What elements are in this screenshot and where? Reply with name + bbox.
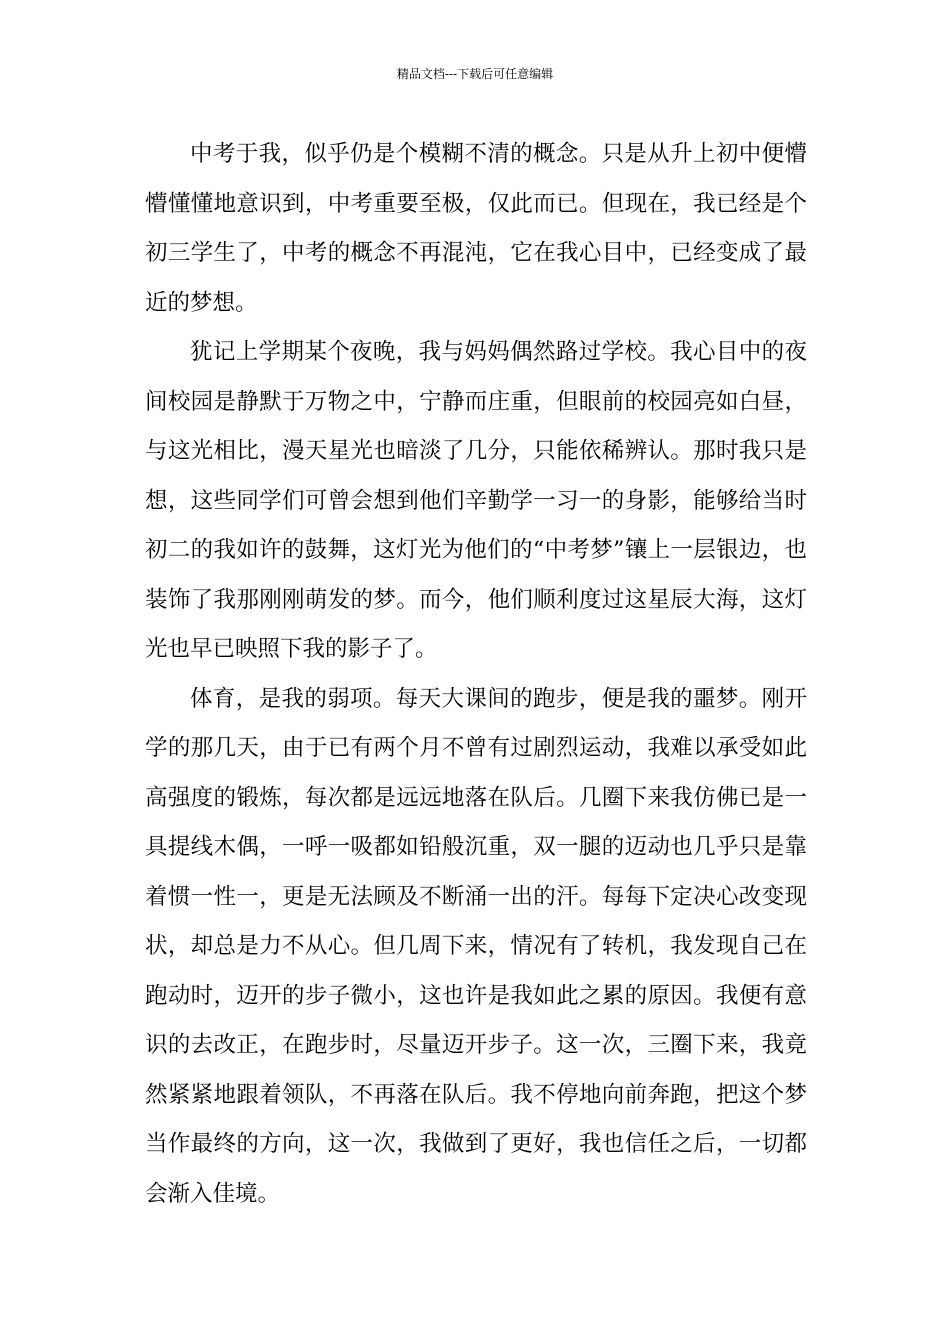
document-body: [145, 130, 807, 1219]
paragraph-2: 犹记上学期某个夜晚，我与妈妈偶然路过学校。我心目中的夜间校园是静默于万物之中，宁静而庄重，但眼前的校园亮如白昼，与这光相比，漫天星光也暗淡了几分，只能依稀辨认。那时我只是想，这些同学们可曾会想到他们辛勤学一习一的身影，能够给当时初二的我如许的鼓舞，这灯光为他们的“中考梦”镶上一层银边，也装饰了我那刚刚萌发的梦。而今，他们顺利度过这星辰大海，这灯光也早已映照下我的影子了。: [145, 339, 807, 662]
page-header: 精品文档---下载后可任意编辑: [396, 67, 554, 81]
paragraph-1: 中考于我，似乎仍是个模糊不清的概念。只是从升上初中便懵懵懂懂地意识到，中考重要至极，仅此而已。但现在，我已经是个初三学生了，中考的概念不再混沌，它在我心目中，已经变成了最近的梦想。: [145, 141, 807, 316]
paragraph-3: 体育，是我的弱项。每天大课间的跑步，便是我的噩梦。刚开学的那几天，由于已有两个月不曾有过剧烈运动，我难以承受如此高强度的锻炼，每次都是远远地落在队后。几圈下来我仿佛已是一具提线木偶，一呼一吸都如铅般沉重，双一腿的迈动也几乎只是靠着惯一性一，更是无法顾及不断涌一出的汗。每每下定决心改变现状，却总是力不从心。但几周下来，情况有了转机，我发现自己在跑动时，迈开的步子微小，这也许是我如此之累的原因。我便有意识的去改正，在跑步时，尽量迈开步子。这一次，三圈下来，我竟然紧紧地跟着领队，不再落在队后。我不停地向前奔跑，把这个梦当作最终的方向，这一次，我做到了更好，我也信任之后，一切都会渐入佳境。: [145, 685, 807, 1207]
